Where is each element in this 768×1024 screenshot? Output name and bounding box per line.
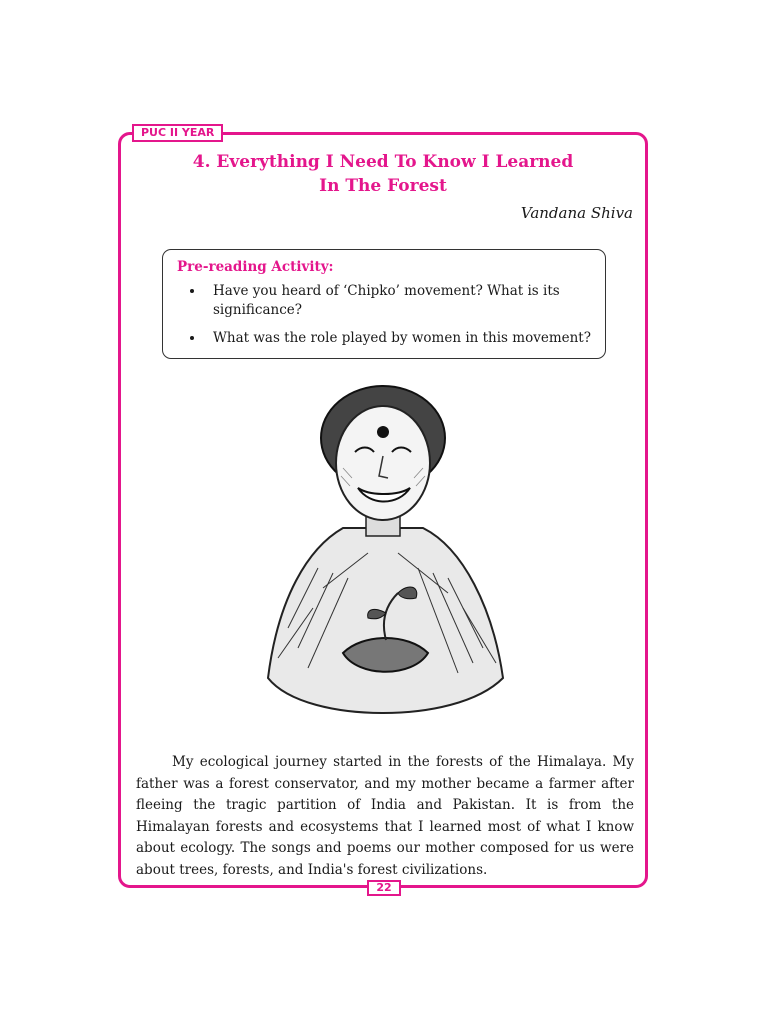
class-tag: PUC II YEAR: [132, 124, 223, 142]
pre-reading-item: • What was the role played by women in this movement?: [205, 329, 591, 348]
pre-reading-list: [177, 282, 591, 348]
pre-reading-item: • Have you heard of ‘Chipko’ movement? What is its significance?: [205, 282, 591, 320]
page-number: 22: [367, 880, 401, 896]
pre-reading-heading: Pre-reading Activity:: [177, 259, 334, 275]
portrait-sketch-icon: [248, 378, 518, 718]
body-paragraph: My ecological journey started in the forests of the Himalaya. My father was a forest conservator, and my mother became a farmer after fleeing the tragic partition of India and Pakistan. It is from the Himalayan forests and ecosystems that I learned most of what I know about ecology. The songs and poems our mother composed for us were about trees, forests, and India's forest civilizations.: [136, 754, 634, 878]
chapter-title: [118, 150, 648, 198]
author-name: Vandana Shiva: [520, 204, 633, 222]
chapter-title-line2: In The Forest: [319, 176, 447, 196]
pre-reading-box: [162, 249, 606, 359]
chapter-title-line1: 4. Everything I Need To Know I Learned: [192, 152, 574, 172]
